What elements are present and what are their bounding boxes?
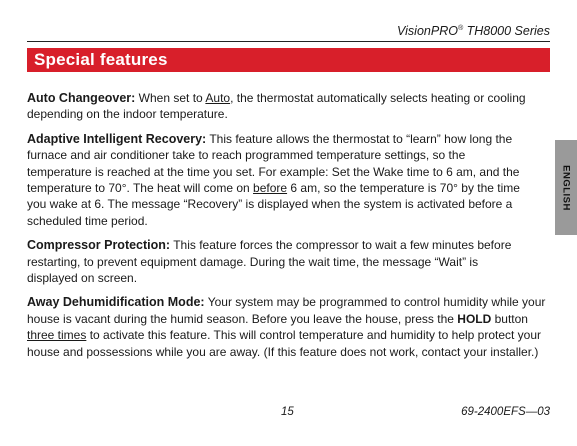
text-segment: 6 am, so the temperature is 70° by the time you wake at 6. The message “Recovery” is displayed when the system is activated before a scheduled time period. [27, 181, 520, 228]
term-compressor-protection: Compressor Protection: [27, 238, 171, 253]
underlined-three-times: three times [27, 328, 87, 343]
series-name: TH8000 Series [463, 24, 550, 38]
language-tab-label: ENGLISH [560, 164, 572, 211]
registered-mark: ® [457, 25, 464, 32]
section-header-bar [27, 48, 550, 72]
header-title [397, 24, 550, 38]
underlined-auto: Auto [205, 91, 231, 105]
text-segment: This feature forces the compressor to wait a few minutes before restarting, to prevent equipment damage. During the wait time, the message “Wait” is displayed on screen. [27, 238, 512, 286]
hold-button-label: HOLD [457, 311, 492, 326]
page-number: 15 [281, 406, 294, 418]
paragraph-auto-changeover [27, 90, 555, 123]
language-tab [555, 140, 577, 235]
text-segment: , the thermostat automatically selects heating or cooling depending on the indoor temperature. [27, 91, 526, 122]
header-divider [27, 41, 550, 42]
paragraph-away-dehumidification [27, 294, 555, 360]
underlined-before: before [253, 181, 288, 196]
text-segment: When set to [135, 91, 206, 105]
document-number: 69-2400EFS—03 [461, 406, 550, 418]
page-content [27, 90, 555, 368]
section-title: Special features [34, 50, 168, 69]
term-auto-changeover: Auto Changeover: [27, 91, 136, 105]
paragraph-adaptive-recovery [27, 131, 555, 229]
text-segment: to activate this feature. This will control temperature and humidity to help protect your house and possessions while you are away. (If this feature does not work, contact your installer.) [27, 328, 542, 359]
text-segment: button [491, 311, 528, 326]
term-away-dehumidification: Away Dehumidification Mode: [27, 295, 205, 310]
term-adaptive-recovery: Adaptive Intelligent Recovery: [27, 131, 207, 146]
paragraph-compressor-protection [27, 237, 555, 286]
text-segment: Your system may be programmed to control humidity while your house is vacant during the humid season. Before you leave the house, press the [27, 295, 546, 326]
product-name: VisionPRO [397, 24, 458, 38]
text-segment: This feature allows the thermostat to “learn” how long the furnace and air conditioner take to reach programmed temperature settings, so the temperature is reached at the time you set. For example: Set the Wake time to 6 am, and the temperature to 70°. The heat will come on [27, 131, 520, 196]
